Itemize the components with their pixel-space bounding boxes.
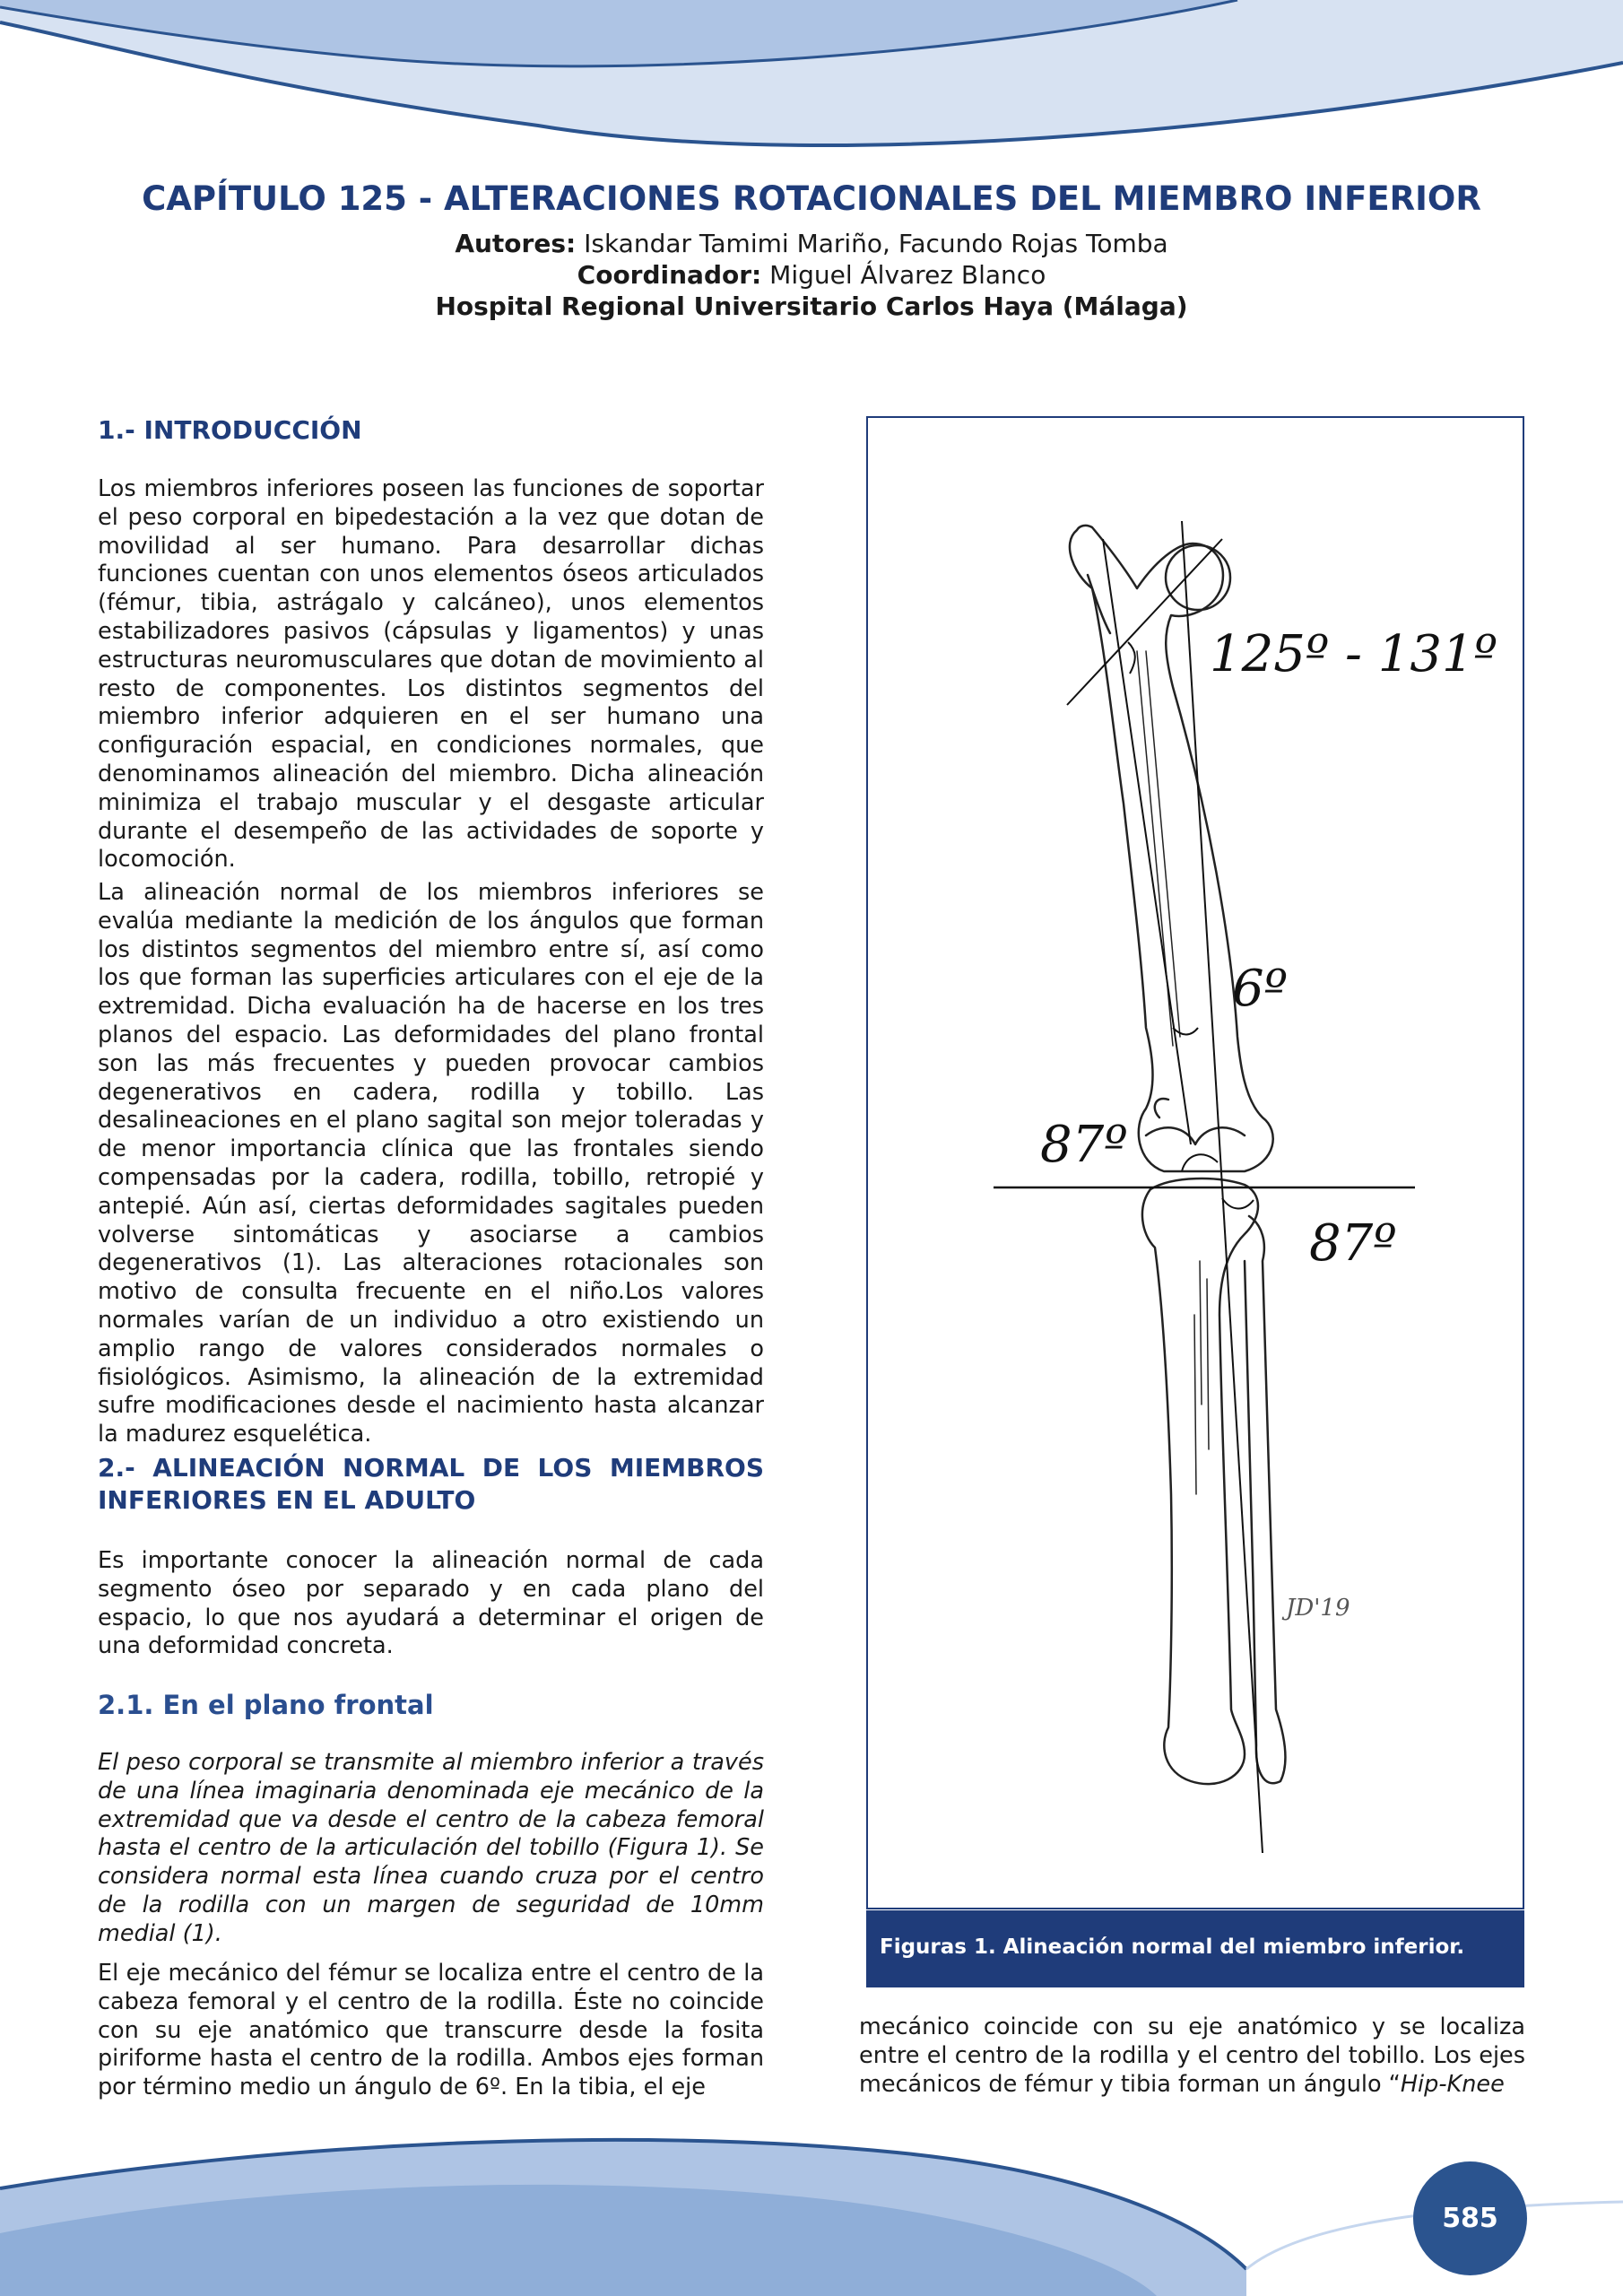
angle-label-hip: 125º - 131º [1210,625,1497,683]
authors-line [0,228,1623,259]
authors-label: Autores: [455,229,577,258]
fibula-outline [1245,1216,1285,1783]
figure-1-caption: Figuras 1. Alineación normal del miembro inferior. [866,1910,1524,1987]
figure-1-frame [866,416,1524,1909]
hip-knee-term: Hip-Knee [1400,2070,1505,2098]
top-wave-decoration [0,0,1623,161]
bottom-wave-decoration [0,2117,1623,2296]
artist-signature: JD'19 [1286,1595,1350,1622]
subsection-heading-plano-frontal: 2.1. En el plano frontal [98,1690,434,1720]
paragraph-plano-frontal-italic: El peso corporal se transmite al miembro inferior a través de una línea imaginaria denominada eje mecánico de la extremidad que va desde el centro de la cabeza femoral hasta el centro de la articulación del tobillo (Figura 1). Se considera normal esta línea cuando cruza por el centro de la rodilla con un margen de seguridad de 10mm medial (1). [98,1749,764,1947]
femur-outline [1070,526,1273,1171]
page-number-badge: 585 [1413,2161,1527,2275]
femoral-head [1166,545,1230,610]
authors-names: Iskandar Tamimi Mariño, Facundo Rojas Tomba [584,229,1168,258]
knee-condyles [1146,1127,1245,1144]
section-heading-introduccion: 1.- INTRODUCCIÓN [98,415,362,445]
hospital-line: Hospital Regional Universitario Carlos Haya (Málaga) [435,291,1188,321]
coordinator-line [0,259,1623,291]
angle-label-knee-right: 87º [1309,1214,1397,1273]
continuation-text: mecánico coincide con su eje anatómico y se localiza entre el centro de la rodilla y el centro del tobillo. Los ejes mecánicos de fémur y tibia forman un ángulo “ [859,2013,1525,2098]
coordinator-label: Coordinador: [577,260,762,290]
paragraph-alineacion-1: Es importante conocer la alineación normal de cada segmento óseo por separado y en cada plano del espacio, lo que nos ayudará a determinar el origen de una deformidad concreta. [98,1547,764,1660]
femoral-neck-axis [1067,539,1222,705]
paragraph-intro-1: Los miembros inferiores poseen las funciones de soportar el peso corporal en bipedestación a la vez que dotan de movilidad al ser humano. Para desarrollar dichas funciones cuentan con unos elementos óseos articulados (fémur, tibia, astrágalo y calcáneo), unos elementos estabilizadores pasivos (cápsulas y ligamentos) y unas estructuras neuromusculares que dotan de movimiento al resto de componentes. Los distintos segmentos del miembro inferior adquieren en el ser humano una configuración espacial, en condiciones normales, que denominamos alineación del miembro. Dicha alineación minimiza el trabajo muscular y el desgaste articular durante el desempeño de las actividades de soporte y locomoción. [98,475,764,874]
angle-label-knee-left: 87º [1040,1116,1128,1174]
chapter-title: CAPÍTULO 125 - ALTERACIONES ROTACIONALES DEL MIEMBRO INFERIOR [142,179,1481,218]
paragraph-intro-2: La alineación normal de los miembros inferiores se evalúa mediante la medición de los ángulos que forman los distintos segmentos del miembro entre sí, así como los que forman las superficies articulares con el eje de la extremidad. Dicha evaluación ha de hacerse en los tres planos del espacio. Las deformidades del plano frontal son las más frecuentes y pueden provocar cambios degenerativos en cadera, rodilla y tobillo. Las desalineaciones en el plano sagital son mejor toleradas y de menor importancia clínica que las frontales siendo compensadas por la cadera, rodilla, tobillo, retropié y antepié. Aún así, ciertas deformidades sagitales pueden volverse sintomáticas y asociarse a cambios degenerativos (1). Las alteraciones rotacionales son motivo de consulta frecuente en el niño.Los valores normales varían de un individuo a otro existiendo un amplio rango de valores considerados normales o fisiológicos. Asimismo, la alineación de la extremidad sufre modificaciones desde el nacimiento hasta alcanzar la madurez esquelética. [98,879,764,1448]
paragraph-eje-mecanico-continuation [859,2013,1525,2099]
angle-label-femur-axes: 6º [1232,960,1288,1018]
section-heading-alineacion: 2.- ALINEACIÓN NORMAL DE LOS MIEMBROS INFERIORES EN EL ADULTO [98,1453,764,1515]
paragraph-eje-mecanico: El eje mecánico del fémur se localiza entre el centro de la cabeza femoral y el centro de la rodilla. Éste no coincide con su eje anatómico que transcurre desde la fosita piriforme hasta el centro de la rodilla. Ambos ejes forman por término medio un ángulo de 6º. En la tibia, el eje [98,1960,764,2101]
coordinator-name: Miguel Álvarez Blanco [769,260,1046,290]
anatomical-femur-axis [1103,539,1191,1144]
